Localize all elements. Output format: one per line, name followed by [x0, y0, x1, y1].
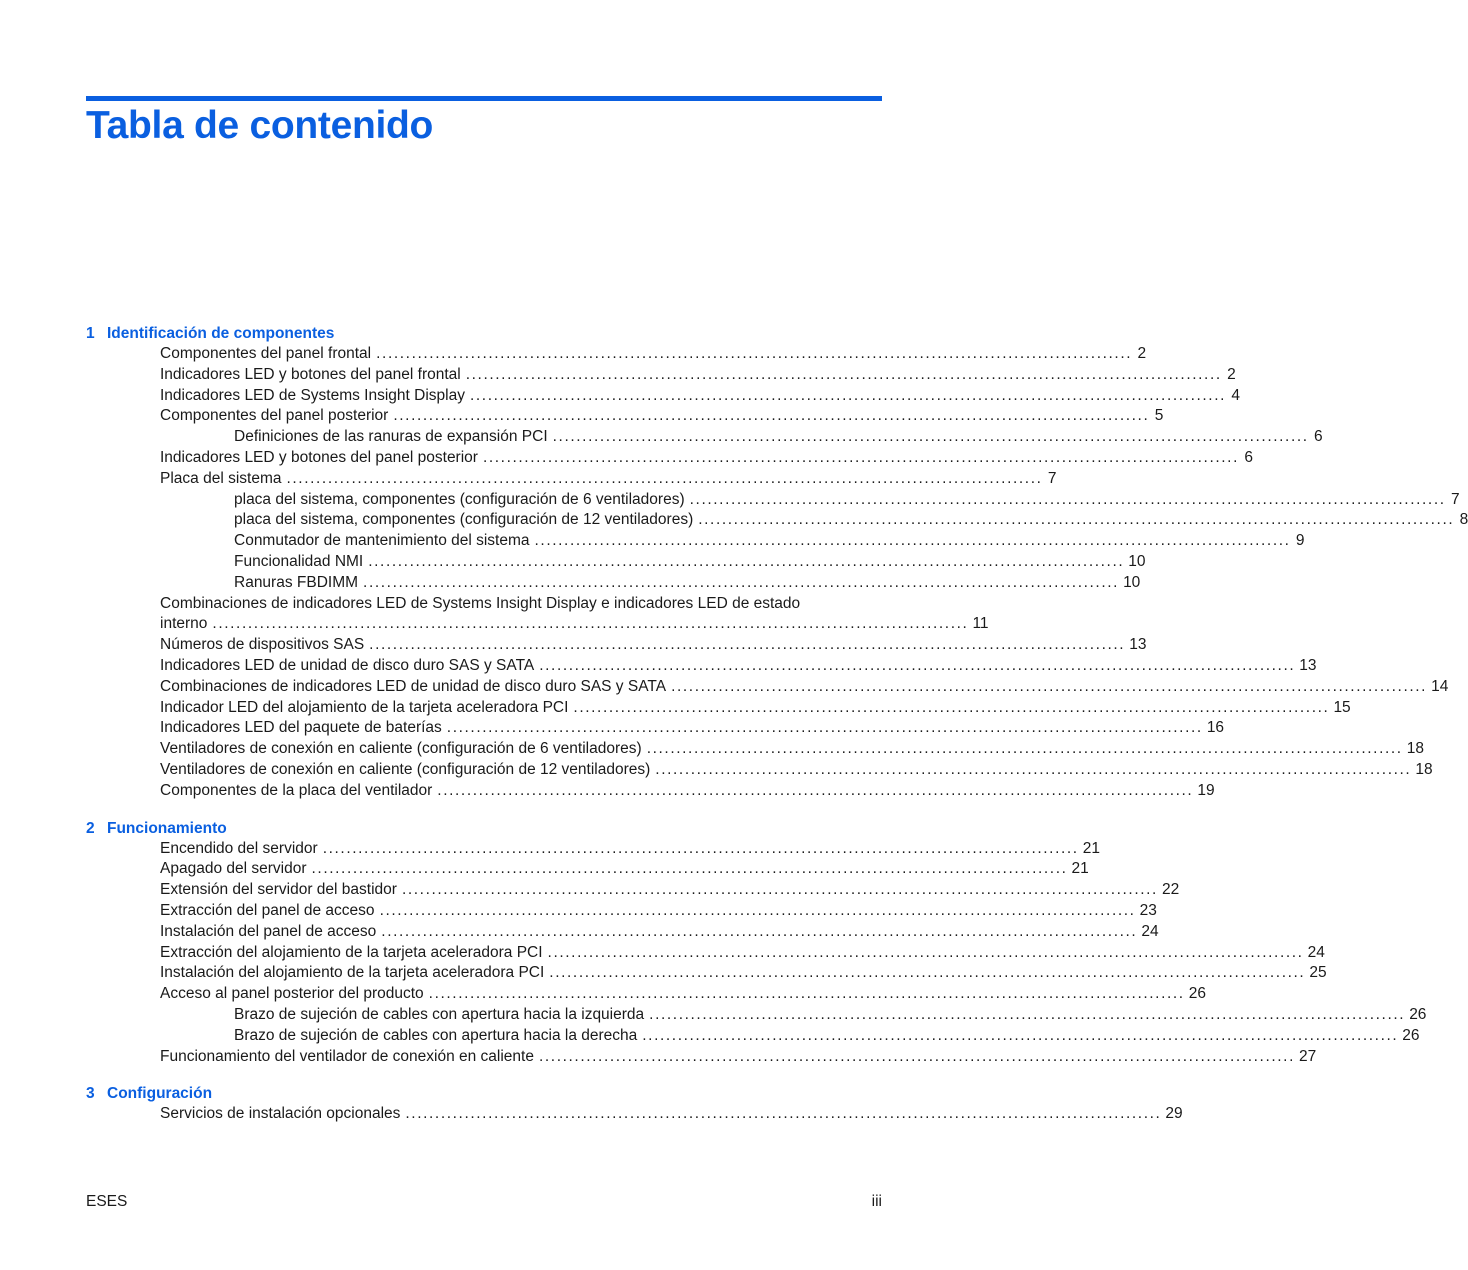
- toc-page-number: 16: [1206, 719, 1225, 737]
- toc-entry[interactable]: [86, 614, 989, 635]
- dot-leader: ................................................................................................................................: [549, 964, 1306, 982]
- dot-leader: ................................................................................................................................: [689, 490, 1446, 508]
- toc-entry-title: Apagado del servidor: [160, 860, 307, 878]
- toc-page-number: 26: [1402, 1026, 1420, 1044]
- toc-entry-title: Indicadores LED de unidad de disco duro SAS y SATA: [160, 656, 535, 674]
- dot-leader: ................................................................................................................................: [405, 1105, 1162, 1123]
- toc-page-number: 22: [1161, 881, 1180, 899]
- dot-leader: ................................................................................................................................: [573, 698, 1330, 716]
- dot-leader: ................................................................................................................................: [671, 677, 1428, 695]
- dot-leader: ................................................................................................................................: [538, 1047, 1295, 1065]
- dot-leader: ................................................................................................................................: [369, 636, 1126, 654]
- toc-entry[interactable]: [86, 344, 1147, 365]
- toc-entry[interactable]: [86, 406, 1164, 427]
- toc-entry-title: Ranuras FBDIMM: [234, 573, 359, 591]
- toc-entry-title: Indicadores LED de Systems Insight Display: [160, 386, 465, 404]
- toc-entry-title: Componentes de la placa del ventilador: [160, 781, 433, 799]
- toc-entry[interactable]: [86, 1047, 1317, 1068]
- toc-page-number: 8: [1459, 511, 1468, 529]
- toc-chapter: [86, 1083, 1183, 1125]
- toc-entry[interactable]: [86, 739, 1424, 760]
- toc-page-number: 25: [1309, 964, 1327, 982]
- toc-page-number: 11: [972, 615, 989, 633]
- toc-page-number: 10: [1128, 552, 1146, 570]
- toc-entry[interactable]: [86, 880, 1180, 901]
- toc-chapter: [86, 323, 1468, 802]
- dot-leader: ................................................................................................................................: [646, 740, 1403, 758]
- toc-entry-title: interno: [160, 615, 208, 633]
- toc-page-number: 19: [1197, 781, 1215, 799]
- toc-entry-title: Placa del sistema: [160, 469, 282, 487]
- toc-entry-title: Indicadores LED y botones del panel posterior: [160, 448, 478, 466]
- dot-leader: ................................................................................................................................: [437, 781, 1194, 799]
- toc-page-number: 29: [1165, 1105, 1183, 1123]
- dot-leader: ................................................................................................................................: [376, 345, 1133, 362]
- toc-subentry[interactable]: [86, 1026, 1420, 1047]
- toc-entry[interactable]: [86, 760, 1433, 781]
- toc-subentry[interactable]: [86, 510, 1468, 531]
- footer-page-number: iii: [871, 1193, 882, 1210]
- toc-page-number: 14: [1431, 677, 1449, 695]
- toc-page-number: 13: [1129, 636, 1147, 654]
- toc-entry-title: Componentes del panel frontal: [160, 345, 372, 362]
- page-title: Tabla de contenido: [86, 104, 434, 147]
- toc-page-number: 2: [1227, 365, 1236, 383]
- toc-entry[interactable]: [86, 718, 1225, 739]
- toc-page-number: 7: [1451, 490, 1460, 508]
- toc-page-number: 18: [1406, 740, 1424, 758]
- toc-entry[interactable]: [86, 698, 1351, 719]
- toc-entry[interactable]: [86, 635, 1147, 656]
- dot-leader: ................................................................................................................................: [482, 448, 1239, 466]
- toc-page-number: 27: [1299, 1047, 1317, 1065]
- toc-page-number: 15: [1333, 698, 1351, 716]
- toc-page-number: 6: [1244, 448, 1253, 466]
- toc-page-number: 13: [1299, 656, 1317, 674]
- toc-entry-title: Combinaciones de indicadores LED de unidad de disco duro SAS y SATA: [160, 677, 667, 695]
- table-of-contents: [86, 323, 1468, 1141]
- dot-leader: ................................................................................................................................: [393, 407, 1150, 425]
- toc-entry-title: Instalación del alojamiento de la tarjeta aceleradora PCI: [160, 964, 545, 982]
- toc-entry-first-line[interactable]: [86, 594, 882, 615]
- dot-leader: ................................................................................................................................: [534, 532, 1291, 550]
- toc-entry[interactable]: [86, 963, 1327, 984]
- toc-subentry[interactable]: [86, 552, 1146, 573]
- toc-entry[interactable]: [86, 1104, 1183, 1125]
- dot-leader: ................................................................................................................................: [446, 719, 1203, 737]
- toc-subentry[interactable]: [86, 531, 1305, 552]
- toc-page-number: 4: [1231, 386, 1241, 404]
- toc-page-number: 21: [1071, 860, 1089, 878]
- chapter-heading-link[interactable]: [86, 818, 882, 839]
- toc-entry-title: placa del sistema, componentes (configuración de 12 ventiladores): [234, 511, 694, 529]
- toc-entry[interactable]: [86, 386, 1241, 407]
- title-rule: [86, 96, 882, 101]
- toc-subentry[interactable]: [86, 1005, 1427, 1026]
- toc-entry[interactable]: [86, 469, 1057, 490]
- toc-entry-title: Servicios de instalación opcionales: [160, 1105, 401, 1123]
- toc-entry[interactable]: [86, 943, 1325, 964]
- toc-entry-title: Conmutador de mantenimiento del sistema: [234, 532, 530, 550]
- toc-entry[interactable]: [86, 365, 1236, 386]
- dot-leader: ................................................................................................................................: [469, 386, 1227, 404]
- toc-page-number: 21: [1082, 839, 1100, 857]
- chapter-number: 1: [86, 325, 95, 342]
- dot-leader: ................................................................................................................................: [363, 573, 1120, 591]
- chapter-title: Configuración: [107, 1085, 213, 1103]
- toc-entry[interactable]: [86, 984, 1206, 1005]
- toc-entry[interactable]: [86, 901, 1157, 922]
- dot-leader: ................................................................................................................................: [368, 552, 1125, 570]
- toc-entry-title: Extracción del panel de acceso: [160, 901, 375, 919]
- toc-entry-title: Funcionalidad NMI: [234, 552, 364, 570]
- toc-page-number: 2: [1137, 345, 1147, 362]
- dot-leader: ................................................................................................................................: [428, 985, 1185, 1003]
- toc-entry[interactable]: [86, 781, 1215, 802]
- dot-leader: ................................................................................................................................: [539, 656, 1296, 674]
- dot-leader: ................................................................................................................................: [698, 511, 1455, 529]
- dot-leader: ................................................................................................................................: [212, 615, 969, 633]
- toc-entry[interactable]: [86, 839, 1100, 860]
- toc-chapter: [86, 818, 1427, 1068]
- dot-leader: ................................................................................................................................: [649, 1005, 1406, 1023]
- toc-entry-title: Combinaciones de indicadores LED de Systems Insight Display e indicadores LED de estado: [160, 594, 801, 612]
- toc-entry-title: Brazo de sujeción de cables con apertura hacia la izquierda: [234, 1005, 645, 1023]
- toc-entry-title: Extracción del alojamiento de la tarjeta aceleradora PCI: [160, 943, 543, 961]
- dot-leader: ................................................................................................................................: [547, 943, 1304, 961]
- chapter-number: 2: [86, 819, 95, 837]
- toc-page-number: 9: [1295, 532, 1305, 550]
- toc-entry-title: Instalación del panel de acceso: [160, 922, 377, 940]
- footer-section-code: ESES: [86, 1193, 128, 1210]
- toc-entry-title: Números de dispositivos SAS: [160, 636, 365, 654]
- toc-entry-title: Componentes del panel posterior: [160, 407, 389, 425]
- toc-entry-title: Definiciones de las ranuras de expansión PCI: [234, 428, 548, 446]
- toc-entry-title: Brazo de sujeción de cables con apertura hacia la derecha: [234, 1026, 638, 1044]
- dot-leader: ................................................................................................................................: [379, 901, 1136, 919]
- chapter-number: 3: [86, 1085, 95, 1103]
- toc-subentry[interactable]: [86, 573, 1141, 594]
- toc-entry[interactable]: [86, 448, 1253, 469]
- toc-page-number: 18: [1415, 760, 1433, 778]
- toc-page-number: 6: [1314, 428, 1323, 446]
- toc-entry-title: Funcionamiento del ventilador de conexión en caliente: [160, 1047, 534, 1065]
- toc-page-number: 23: [1139, 901, 1157, 919]
- toc-entry-title: Indicadores LED del paquete de baterías: [160, 719, 442, 737]
- toc-entry[interactable]: [86, 859, 1089, 880]
- chapter-title: Identificación de componentes: [107, 325, 335, 342]
- toc-page-number: 7: [1047, 469, 1057, 487]
- toc-entry-title: Extensión del servidor del bastidor: [160, 881, 397, 899]
- toc-page-number: 24: [1141, 922, 1159, 940]
- toc-page-number: 24: [1307, 943, 1325, 961]
- dot-leader: ................................................................................................................................: [311, 860, 1068, 878]
- toc-entry[interactable]: [86, 656, 1317, 677]
- dot-leader: ................................................................................................................................: [655, 760, 1412, 778]
- dot-leader: ................................................................................................................................: [552, 428, 1309, 446]
- toc-page-number: 10: [1123, 573, 1141, 591]
- dot-leader: ................................................................................................................................: [286, 469, 1043, 487]
- dot-leader: ................................................................................................................................: [642, 1026, 1399, 1044]
- chapter-heading-link[interactable]: [86, 1083, 882, 1104]
- toc-entry-title: Indicadores LED y botones del panel frontal: [160, 365, 461, 383]
- toc-entry-title: placa del sistema, componentes (configuración de 6 ventiladores): [234, 490, 685, 508]
- dot-leader: ................................................................................................................................: [465, 365, 1222, 383]
- toc-subentry[interactable]: [86, 490, 1460, 511]
- toc-entry-title: Ventiladores de conexión en caliente (configuración de 6 ventiladores): [160, 740, 642, 758]
- toc-entry-title: Indicador LED del alojamiento de la tarjeta aceleradora PCI: [160, 698, 569, 716]
- toc-entry[interactable]: [86, 677, 1449, 698]
- dot-leader: ................................................................................................................................: [381, 922, 1138, 940]
- chapter-heading-link[interactable]: [86, 323, 882, 344]
- toc-subentry[interactable]: [86, 427, 1323, 448]
- toc-entry-title: Encendido del servidor: [160, 839, 318, 857]
- toc-entry-title: Acceso al panel posterior del producto: [160, 985, 424, 1003]
- dot-leader: ................................................................................................................................: [322, 839, 1079, 857]
- toc-entry-title: Ventiladores de conexión en caliente (configuración de 12 ventiladores): [160, 760, 651, 778]
- toc-entry[interactable]: [86, 922, 1159, 943]
- toc-page-number: 26: [1188, 985, 1206, 1003]
- chapter-title: Funcionamiento: [107, 819, 227, 837]
- toc-page-number: 26: [1409, 1005, 1427, 1023]
- toc-page-number: 5: [1154, 407, 1164, 425]
- dot-leader: ................................................................................................................................: [401, 881, 1158, 899]
